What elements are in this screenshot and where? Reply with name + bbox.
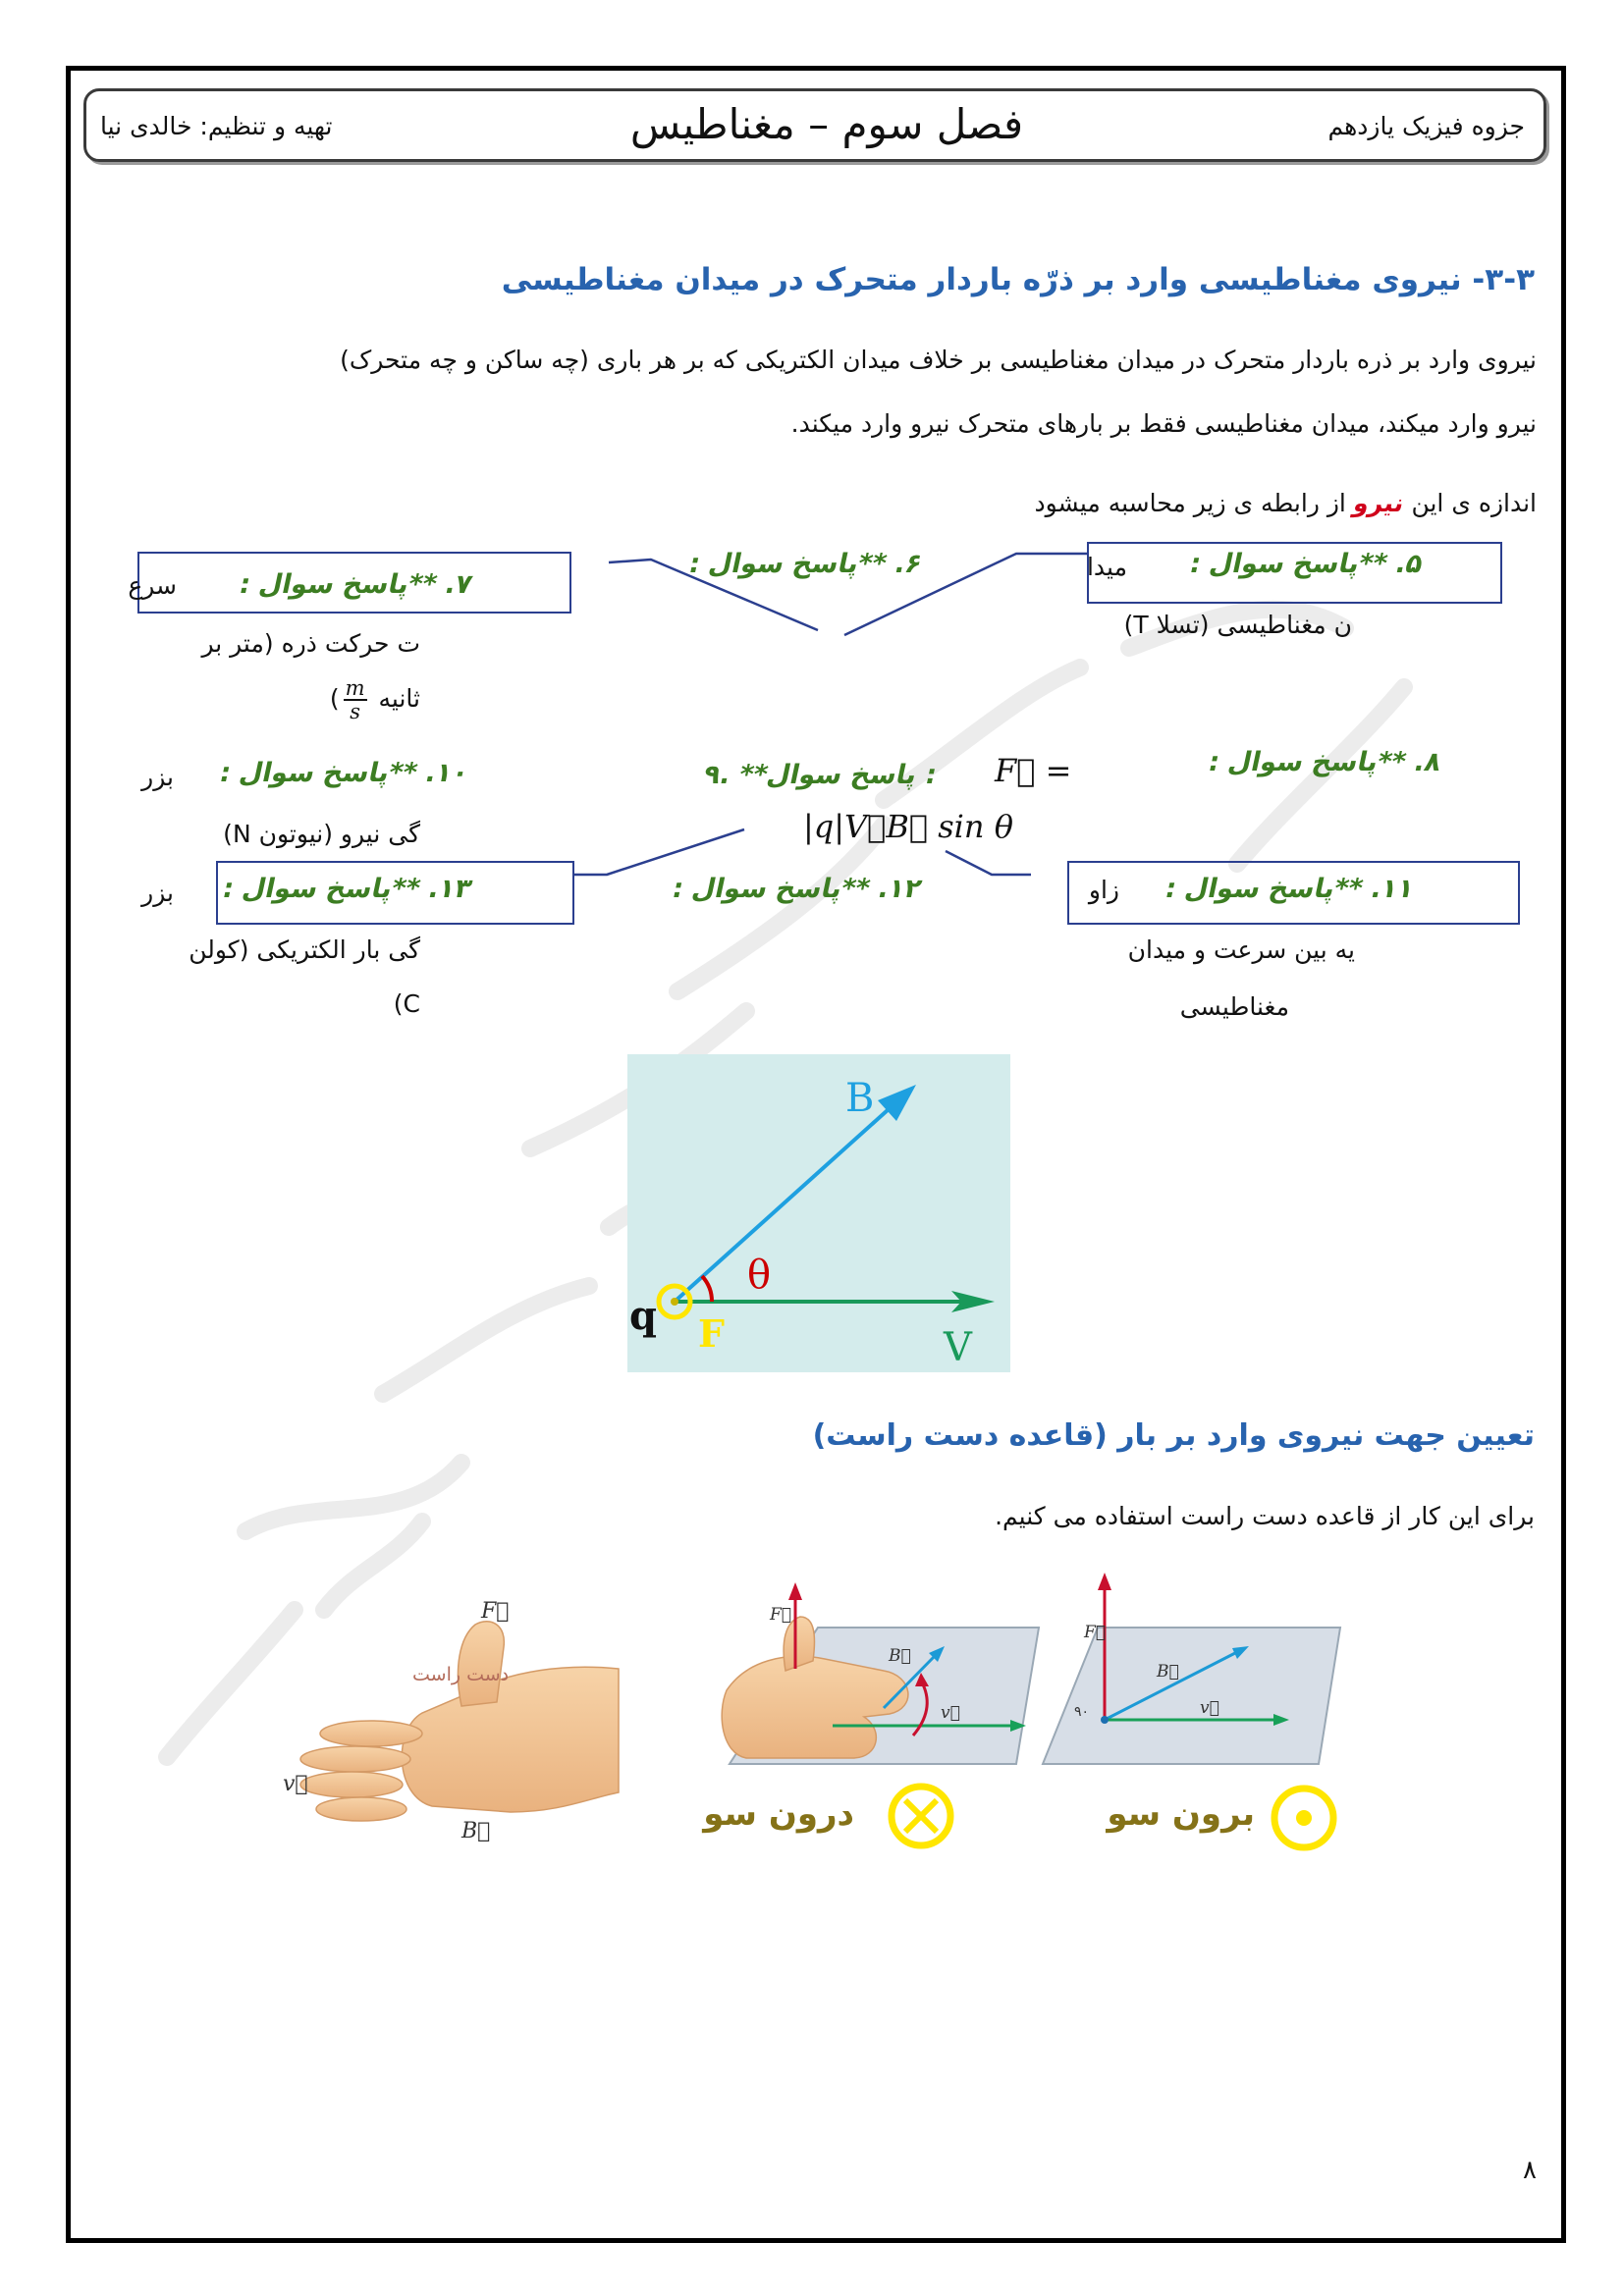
- charge-label: q: [629, 1293, 657, 1339]
- right-hand-rule-heading: تعیین جهت نیروی وارد بر بار (قاعده دست راست): [812, 1418, 1535, 1453]
- question-label-q5: ۵. **پاسخ سوال :: [1186, 549, 1426, 579]
- paragraph-line: نیروی وارد بر ذره باردار متحرک در میدان مغناطیسی بر خلاف میدان الکتریکی که بر هر باری (چه ساکن و چه متحرک): [340, 346, 1537, 374]
- plane: [1043, 1628, 1340, 1764]
- velocity-label: v⃗: [941, 1703, 960, 1723]
- answer-fragment-q7: سرع: [128, 571, 177, 600]
- chapter-title: فصل سوم – مغناطیس: [629, 100, 1024, 148]
- field-label: B⃗: [461, 1819, 491, 1843]
- answer-text-q13-line2: C): [393, 989, 420, 1018]
- author-credit: تهیه و تنظیم: خالدی نیا: [100, 112, 333, 140]
- outward-label: برون سو: [1107, 1794, 1255, 1834]
- connector-q11: [946, 851, 1031, 875]
- question-label-q8: ۸. **پاسخ سوال :: [1205, 747, 1444, 777]
- question-label-q6: ۶. **پاسخ سوال :: [685, 549, 925, 579]
- origin-dot: [1101, 1716, 1109, 1724]
- answer-text-q13: گی بار الکتریکی (کولن: [189, 935, 420, 964]
- formula-rhs: |q|V⃗B⃗ sin θ: [803, 808, 1013, 845]
- hand-figure: [283, 1599, 619, 1843]
- intro-text: اندازه ی این: [1403, 489, 1537, 517]
- section-heading: ۳-۳- نیروی مغناطیسی وارد بر ذرّه باردار متحرک در میدان مغناطیسی: [501, 262, 1535, 297]
- answer-fragment-q13: بزر: [141, 879, 174, 907]
- angle-label: ۹۰: [1074, 1704, 1090, 1720]
- answer-text-q10: گی نیرو (نیوتون N): [223, 820, 420, 848]
- force-label: F⃗: [481, 1599, 510, 1624]
- angle-arc: [702, 1276, 712, 1302]
- unit-word: ثانیه: [378, 684, 420, 713]
- finger: [320, 1721, 422, 1746]
- force-label: F⃗: [770, 1605, 791, 1625]
- finger: [300, 1772, 403, 1797]
- answer-fragment-q11: زاو: [1088, 876, 1119, 904]
- answer-fragment-q10: بزر: [141, 763, 174, 791]
- connector-q12: [574, 829, 744, 875]
- field-label: B: [845, 1076, 875, 1121]
- out-of-page-dot: [671, 1298, 678, 1306]
- force-label: F: [698, 1311, 725, 1356]
- answer-text-q5: ن مغناطیسی (تسلا T): [1123, 611, 1352, 639]
- page-number: ۸: [1523, 2156, 1537, 2185]
- force-arrowhead: [1098, 1573, 1111, 1590]
- course-name: جزوه فیزیک یازدهم: [1327, 112, 1525, 140]
- unit-fraction: [344, 677, 367, 722]
- intro-text: از رابطه ی زیر محاسبه میشود: [1034, 489, 1354, 517]
- field-label: B⃗: [1157, 1662, 1179, 1682]
- closing-paren: ): [329, 684, 340, 713]
- angle-label: θ: [747, 1253, 772, 1298]
- paragraph-line: نیرو وارد میکند، میدان مغناطیسی فقط بر بارهای متحرک نیرو وارد میکند.: [790, 409, 1537, 438]
- force-arrowhead: [788, 1582, 802, 1600]
- hand-label: دست راست: [412, 1664, 510, 1685]
- finger: [316, 1797, 406, 1821]
- answer-text-q11-line2: مغناطیسی: [1179, 992, 1289, 1021]
- question-label-q13: ۱۳. **پاسخ سوال :: [219, 874, 475, 904]
- field-vector: [675, 1109, 889, 1302]
- answer-text-q11: یه بین سرعت و میدان: [1127, 935, 1355, 964]
- charge-figure: [627, 1054, 1010, 1372]
- question-label-q7: ۷. **پاسخ سوال :: [236, 569, 475, 600]
- question-label-q9: ۹. **پاسخ سوال :: [700, 760, 940, 790]
- question-label-q12: ۱۲. **پاسخ سوال :: [669, 874, 925, 904]
- answer-text-q7-unit: [330, 677, 420, 722]
- answer-fragment-q5: میدا: [1086, 553, 1127, 581]
- out-of-page-icon-dot: [1296, 1810, 1312, 1826]
- finger: [300, 1746, 410, 1772]
- charge-figure-drawing: [627, 1054, 1010, 1372]
- right-hand-rule-figures: [275, 1561, 1375, 1885]
- formula-lhs: F⃗ =: [995, 752, 1072, 789]
- thumb: [784, 1617, 814, 1671]
- right-hand-rule-text: برای این کار از قاعده دست راست استفاده می کنیم.: [995, 1502, 1535, 1530]
- velocity-label: v⃗: [283, 1772, 308, 1796]
- velocity-label: v⃗: [1200, 1698, 1219, 1718]
- question-label-q11: ۱۱. **پاسخ سوال :: [1162, 874, 1418, 904]
- force-label: F⃗: [1084, 1623, 1106, 1642]
- connector-lines: [0, 0, 1624, 1080]
- question-label-q10: ۱۰. **پاسخ سوال :: [216, 758, 472, 788]
- intro-highlight: نیرو: [1350, 489, 1407, 517]
- inward-label: درون سو: [703, 1794, 854, 1834]
- answer-text-q7: ت حرکت ذره (متر بر: [201, 629, 420, 658]
- field-label: B⃗: [889, 1646, 911, 1666]
- unit-numerator: m: [345, 676, 365, 700]
- unit-denominator: s: [350, 700, 360, 723]
- velocity-label: V: [944, 1325, 972, 1370]
